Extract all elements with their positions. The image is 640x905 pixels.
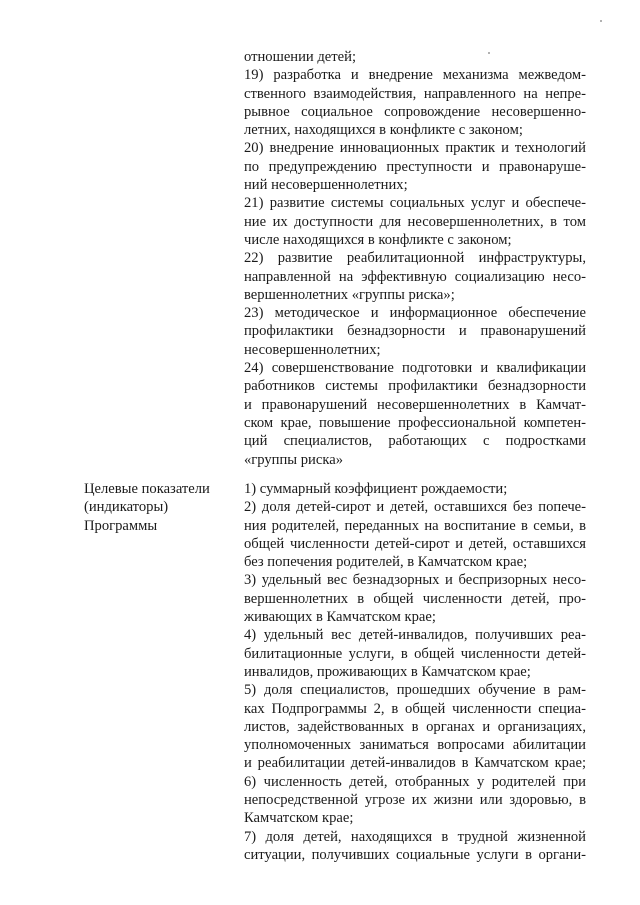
text-line: 22) развитие реабилитационной инфраструктуры, <box>244 250 586 267</box>
text-line: инвалидов, проживающих в Камчатском крае; <box>244 663 531 680</box>
text-line: Камчатском крае; <box>244 810 354 827</box>
text-line: 19) разработка и внедрение механизма межведом- <box>244 67 586 84</box>
text-line: «группы риска» <box>244 451 343 468</box>
text-line: 20) внедрение инновационных практик и технологий <box>244 140 586 157</box>
row-label-target-indicators <box>84 480 224 535</box>
text-line: профилактики безнадзорности и правонарушений <box>244 323 586 340</box>
text-line: ском крае, повышение профессиональной компетен- <box>244 414 586 431</box>
indicators-text-column <box>244 480 586 864</box>
text-line: ния родителей, переданных на воспитание в семьи, в <box>244 517 586 534</box>
text-line: отношении детей; <box>244 49 357 65</box>
text-line: вершеннолетних «группы риска»; <box>244 286 455 303</box>
text-line: без попечения родителей, в Камчатском крае; <box>244 554 528 571</box>
text-line: и правонарушений несовершеннолетних в Камчат- <box>244 396 586 413</box>
text-line: и реабилитации детей-инвалидов в Камчатском крае; <box>244 755 586 772</box>
text-line: 4) удельный вес детей-инвалидов, получивших реа- <box>244 627 586 644</box>
text-line: 6) численность детей, отобранных у родителей при <box>244 773 586 790</box>
text-line: 7) доля детей, находящихся в трудной жизненной <box>244 828 586 845</box>
row-label-line: Целевые показатели <box>84 481 210 497</box>
tasks-text-column <box>244 48 586 469</box>
text-line: 3) удельный вес безнадзорных и беспризорных несо- <box>244 572 586 589</box>
text-line: билитационные услуги, в общей численности детей- <box>244 645 586 662</box>
text-line: числе находящихся в конфликте с законом; <box>244 231 512 248</box>
row-label-line: Программы <box>84 517 158 534</box>
text-line: вершеннолетних в общей численности детей, про- <box>244 590 586 607</box>
text-line: ций специалистов, работающих с подростками <box>244 433 586 450</box>
text-line: ситуации, получивших социальные услуги в органи- <box>244 846 586 863</box>
text-line: 5) доля специалистов, прошедших обучение в рам- <box>244 682 586 699</box>
text-line: листов, задействованных в органах и организациях, <box>244 718 586 735</box>
text-line: ний несовершеннолетних; <box>244 177 408 194</box>
text-line: работников системы профилактики безнадзорности <box>244 378 586 395</box>
text-line: 24) совершенствование подготовки и квалификации <box>244 360 586 377</box>
text-line: непосредственной угрозе их жизни или здоровью, в <box>244 792 586 809</box>
text-line: несовершеннолетних; <box>244 341 381 358</box>
text-line: живающих в Камчатском крае; <box>244 609 436 626</box>
row-label-line: (индикаторы) <box>84 499 169 516</box>
text-line: общей численности детей-сирот и детей, оставшихся <box>244 535 586 552</box>
text-line: направленной на эффективную социализацию несо- <box>244 268 586 285</box>
text-line: 21) развитие системы социальных услуг и обеспече- <box>244 195 586 212</box>
text-line: по предупреждению преступности и правонаруше- <box>244 158 586 175</box>
text-line: ственного взаимодействия, направленного на непре- <box>244 85 586 102</box>
text-line: рывное социальное сопровождение несовершенно- <box>244 103 586 120</box>
text-line: ние их доступности для несовершеннолетних, в том <box>244 213 586 230</box>
text-line: 23) методическое и информационное обеспечение <box>244 305 586 322</box>
text-line: уполномоченных заниматься вопросами абилитации <box>244 737 586 754</box>
text-line: летних, находящихся в конфликте с законом; <box>244 122 523 139</box>
scan-speck <box>600 20 602 22</box>
text-line: 2) доля детей-сирот и детей, оставшихся без попече- <box>244 499 586 516</box>
text-line: 1) суммарный коэффициент рождаемости; <box>244 481 508 497</box>
text-line: ках Подпрограммы 2, в общей численности специа- <box>244 700 586 717</box>
